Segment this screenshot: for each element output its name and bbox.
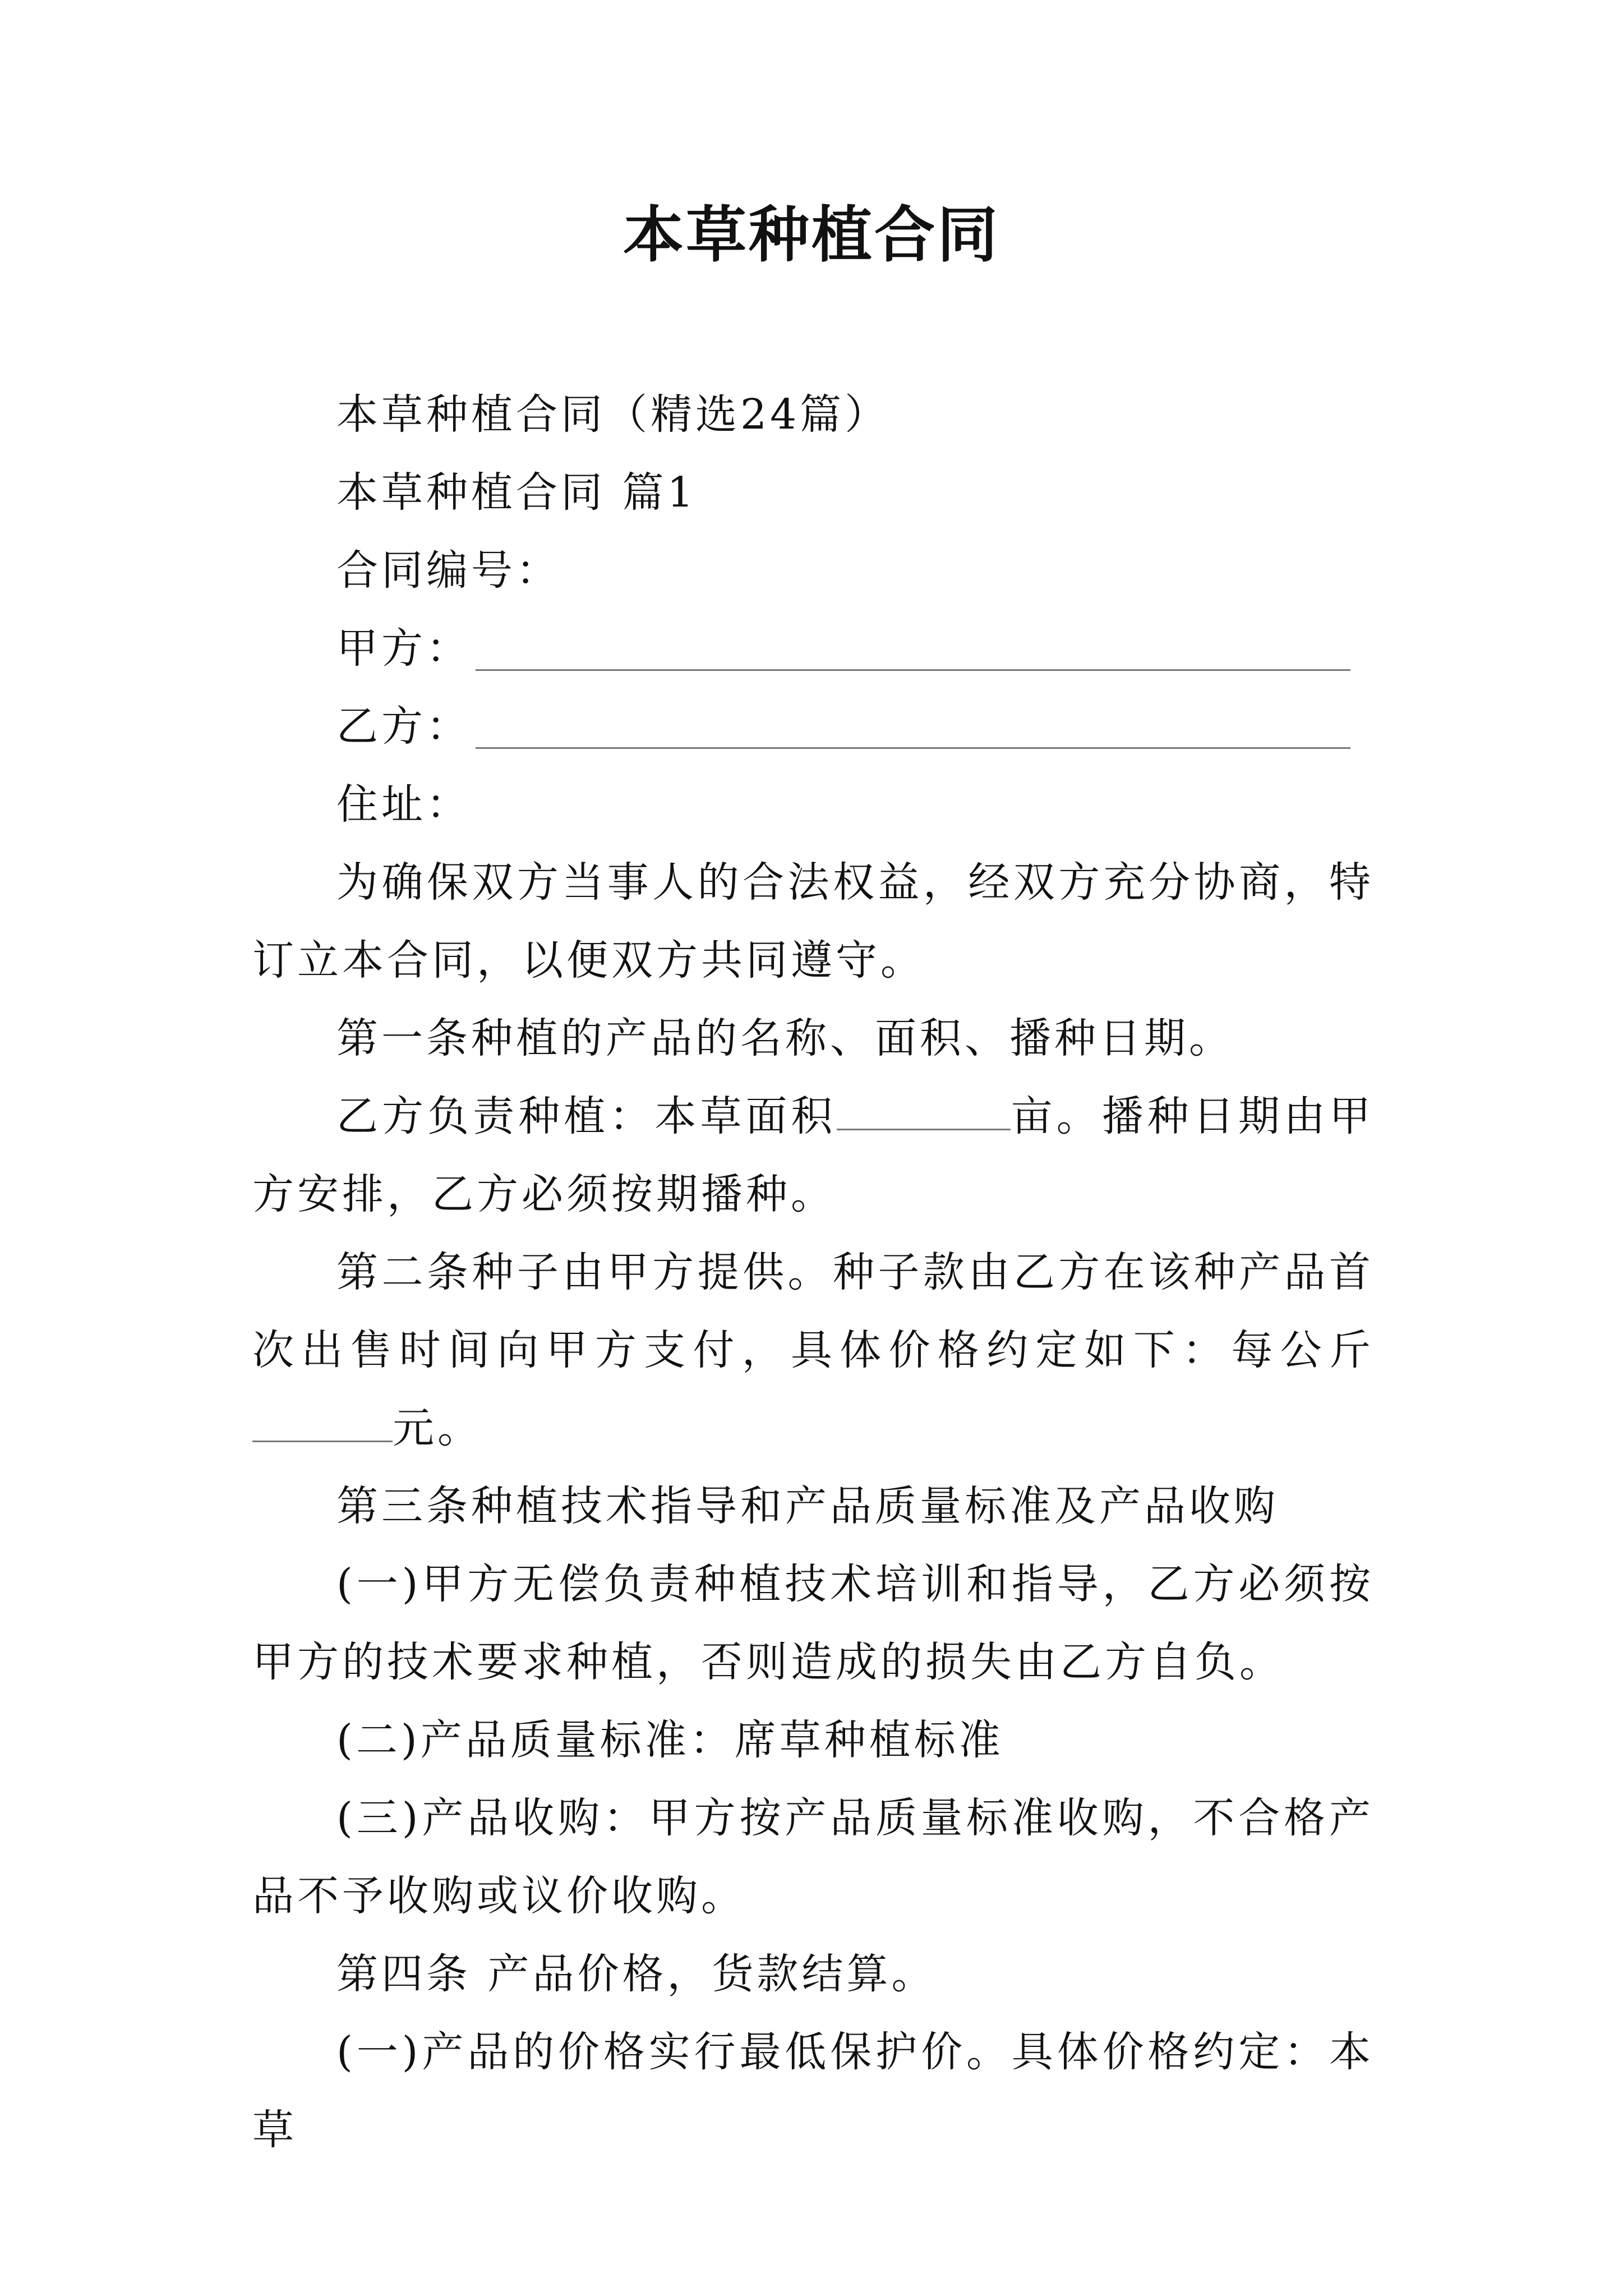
article-1-paragraph — [252, 1078, 1374, 1234]
article-2-text-after: 元。 — [393, 1404, 482, 1452]
contract-number-label: 合同编号： — [336, 546, 561, 595]
address-label: 住址： — [336, 780, 471, 829]
article-3-item-2: (二)产品质量标准：席草种植标准 — [336, 1716, 1004, 1764]
party-a-field — [252, 610, 1374, 688]
article-4-title: 第四条 产品价格，货款结算。 — [336, 1950, 937, 1998]
intro-paragraph: 为确保双方当事人的合法权益，经双方充分协商，特订立本合同，以便双方共同遵守。 — [252, 858, 1374, 984]
article-3-title: 第三条种植技术指导和产品质量标准及产品收购 — [336, 1482, 1279, 1530]
article-2-text-before: 第二条种子由甲方提供。种子款由乙方在该种产品首次出售时间向甲方支付，具体价格约定如下：每公斤 — [252, 1248, 1374, 1374]
area-blank — [837, 1095, 1011, 1130]
party-a-blank — [476, 632, 1350, 671]
article-4-item-1: (一)产品的价格实行最低保护价。具体价格约定：本草 — [252, 2028, 1374, 2154]
party-b-field — [252, 688, 1374, 766]
document-title: 本草种植合同 — [623, 200, 1000, 270]
article-1-title: 第一条种植的产品的名称、面积、播种日期。 — [336, 1014, 1234, 1062]
article-2-paragraph — [252, 1234, 1374, 1467]
article-1-text-after: 亩。播种日期由甲方安排，乙方必须按期播种。 — [252, 1092, 1374, 1218]
subtitle: 本草种植合同（精选24篇） — [336, 390, 890, 439]
party-a-label: 甲方： — [336, 624, 471, 673]
section-heading: 本草种植合同 篇1 — [336, 468, 697, 517]
article-3-item-3: (三)产品收购：甲方按产品质量标准收购，不合格产品不予收购或议价收购。 — [252, 1794, 1374, 1920]
article-1-text-before: 乙方负责种植：本草面积 — [336, 1092, 837, 1140]
article-3-item-1: (一)甲方无偿负责种植技术培训和指导，乙方必须按甲方的技术要求种植，否则造成的损失由乙方自负。 — [252, 1560, 1374, 1686]
document-body — [252, 376, 1374, 2169]
party-b-label: 乙方： — [336, 702, 471, 751]
price-blank — [252, 1407, 393, 1442]
party-b-blank — [476, 710, 1350, 749]
